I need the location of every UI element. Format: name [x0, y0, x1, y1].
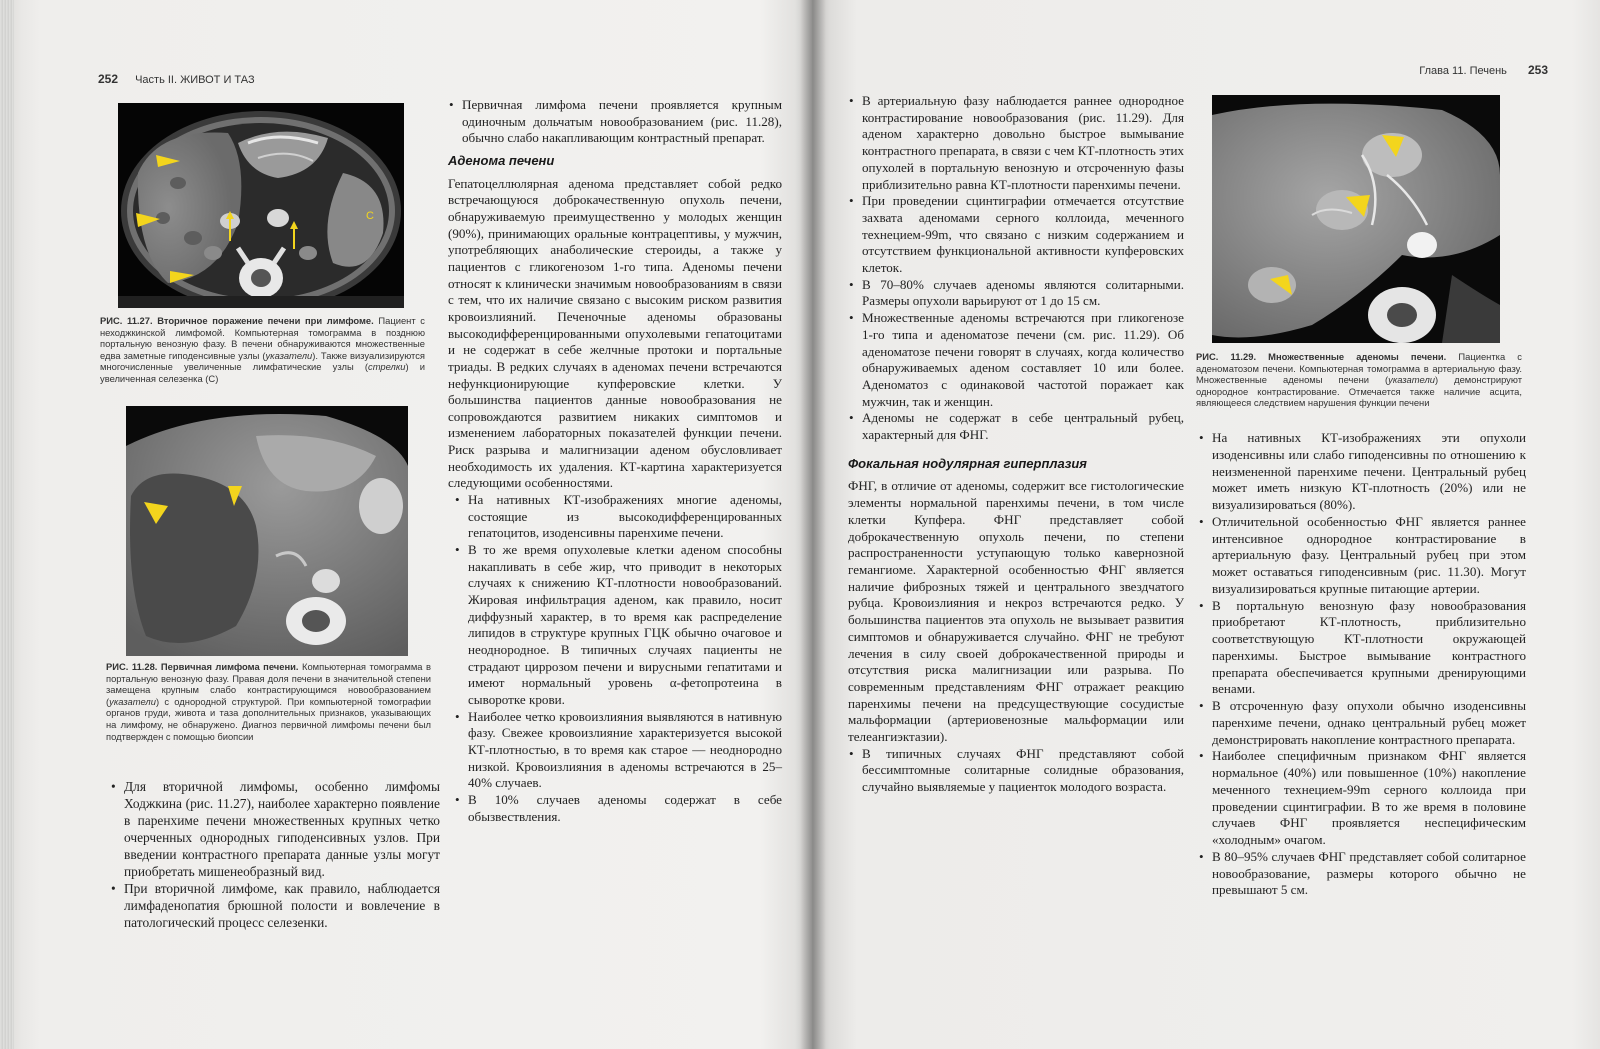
- caption-title: РИС. 11.29. Множественные аденомы печени.: [1196, 351, 1447, 362]
- text-column-4: [1198, 430, 1526, 899]
- page-number-right: 253: [1527, 63, 1548, 77]
- list-item: • В 10% случаев аденомы содержат в себе обызвествления.: [454, 792, 782, 825]
- text-column-2: [448, 97, 782, 825]
- list-item: • В отсроченную фазу опухоли обычно изоденсивны паренхиме печени, однако центральный рубец может демонстрировать накопление контрастного препарата.: [1198, 698, 1526, 748]
- ct-scan-lymphoma-secondary: [118, 103, 404, 308]
- right-page: [812, 0, 1600, 1049]
- list-item: • В 70–80% случаев аденомы являются солитарными. Размеры опухоли варьируют от 1 до 15 см.: [848, 277, 1184, 310]
- caption-fig-11-27: РИС. 11.27. Вторичное поражение печени при лимфоме. Пациент с неходжкинской лимфомой. Компьютерная томограмма в позднюю портальную венозную фазу. В печени обнаруживаются множественные едва заметные гиподенсивные узлы (указатели). Также визуализируются многочисленные увеличенные лимфатические узлы (стрелки) и увеличенная селезенка (С): [100, 315, 425, 384]
- list-item: • В то же время опухолевые клетки аденом способны накапливать в себе жир, что приводит в некоторых случаях к снижению КТ-плотности новообразований. Жировая инфильтрация аденом, как правило, носит диффузный характер, в то время как распределение липидов в структуре крупных ГЦК обычно очаговое и неоднородное. В типичных случаях пациенты не страдают циррозом печени и вирусными гепатитами и имеют нормальный уровень α-фетопротеина в сыворотке крови.: [454, 542, 782, 709]
- list-item: • Множественные аденомы встречаются при гликогенозе 1-го типа и аденоматозе печени (см. рис. 11.29). Об аденоматозе печени говорят в случаях, когда количество обнаруживаемых аденом составляет 10 или более. Аденоматоз с одинаковой частотой поражает как мужчин, так и женщин.: [848, 310, 1184, 410]
- list-item: • На нативных КТ-изображениях многие аденомы, состоящие из высокодифференцированных гепатоцитов, изоденсивны паренхиме печени.: [454, 492, 782, 542]
- bullet-list: [1198, 430, 1526, 899]
- section-heading-fnh: Фокальная нодулярная гиперплазия: [848, 455, 1087, 471]
- ct-scan-lymphoma-primary: [126, 406, 408, 656]
- ct-image-fig-11-27: [118, 103, 404, 308]
- ct-image-fig-11-29: [1212, 95, 1500, 343]
- list-item: • На нативных КТ-изображениях эти опухоли изоденсивны или слабо гиподенсивны по отношению к неизмененной паренхиме печени. Центральный рубец может иметь низкую КТ-плотность (20%) или не визуализироваться (80%).: [1198, 430, 1526, 514]
- bullet-list: [848, 746, 1184, 796]
- page-edges: [0, 0, 14, 1049]
- caption-title: РИС. 11.27. Вторичное поражение печени при лимфоме.: [100, 315, 374, 326]
- bullet-list: [848, 93, 1184, 444]
- bullet-list: [448, 492, 782, 825]
- list-item: • В портальную венозную фазу новообразования приобретают КТ-плотность, приблизительно соответствующую КТ-плотности окружающей паренхимы. Быстрое вымывание контрастного препарата обеспечивается крупными дренирующими венами.: [1198, 598, 1526, 699]
- page-number-left: 252: [98, 72, 119, 86]
- caption-fig-11-29: РИС. 11.29. Множественные аденомы печени. Пациентка с аденоматозом печени. Компьютерная томограмма в артериальную фазу. Множественные аденомы печени (указатели) демонстрируют однородное контрастирование. Отмечается также наличие асцита, являющееся следствием нарушения функции печени: [1196, 351, 1522, 409]
- section-heading-adenoma: Аденома печени: [448, 152, 555, 168]
- running-head-right: [1419, 63, 1548, 77]
- caption-title: РИС. 11.28. Первичная лимфома печени.: [106, 661, 299, 672]
- list-item: • При проведении сцинтиграфии отмечается отсутствие захвата аденомами серного коллоида, меченного технецием-99m, что связано с низким содержанием и отсутствием функциональной активности купферовских клеток.: [848, 193, 1184, 277]
- list-item: • Наиболее специфичным признаком ФНГ является нормальное (40%) или повышенное (10%) накопление меченного технецием-99m серного коллоида при проведении сцинтиграфии. В то же время в половине случаев ФНГ проявляется неспецифическим «холодным» очагом.: [1198, 748, 1526, 849]
- running-head-left: [98, 72, 255, 86]
- paragraph: ФНГ, в отличие от аденомы, содержит все гистологические элементы нормальной паренхимы печени, в том числе клетки Купфера. ФНГ представляет собой доброкачественную опухоль печени, по степени распространенности уступающую только кавернозной гемангиоме. Характерной особенностью ФНГ является наличие фиброзных тяжей и центрального звездчатого рубца. Кровоизлияния и некроз встречаются редко. У большинства пациентов эта опухоль не вызывает развития симптомов и обнаруживается случайно. ФНГ не требуют лечения в силу своей доброкачественной природы и отсутствия риска малигнизации или разрыва. По современным представлениям ФНГ отражает реакцию паренхимы печени на предсуществующие сосудистые мальформации (артериовенозные мальформации или телеангиэктазии).: [848, 478, 1184, 745]
- caption-fig-11-28: РИС. 11.28. Первичная лимфома печени. Компьютерная томограмма в портальную венозную фазу. Правая доля печени в значительной степени замещена крупным слабо контрастирующимся новообразованием (указатели) с однородной структурой. При компьютерной томографии органов груди, живота и таза дополнительных признаков, указывающих на лимфому, не обнаружено. Диагноз первичной лимфомы печени был подтвержден с помощью биопсии: [106, 661, 431, 742]
- bullet-list: [448, 97, 782, 147]
- spleen-label: C: [366, 210, 374, 222]
- list-item: • Отличительной особенностью ФНГ является раннее интенсивное однородное контрастирование в артериальную фазу. Центральный рубец при этом может оставаться гиподенсивным (рис. 11.30). Могут визуализироваться крупные питающие артерии.: [1198, 514, 1526, 598]
- list-item: • В типичных случаях ФНГ представляют собой бессимптомные солитарные солидные образования, случайно выявляемые у пациенток молодого возраста.: [848, 746, 1184, 796]
- list-item: • Наиболее четко кровоизлияния выявляются в нативную фазу. Свежее кровоизлияние характеризуется высокой КТ-плотностью, в то время как старое — неоднородно низкой. Кровоизлияния в аденомы встречаются в 25–40% случаев.: [454, 709, 782, 792]
- ct-image-fig-11-28: [126, 406, 408, 656]
- list-item: • Первичная лимфома печени проявляется крупным одиночным дольчатым новообразованием (рис. 11.28), обычно слабо накапливающим контрастный препарат.: [448, 97, 782, 147]
- list-item: • При вторичной лимфоме, как правило, наблюдается лимфаденопатия брюшной полости и вовлечение в патологический процесс селезенки.: [110, 880, 440, 931]
- list-item: • Для вторичной лимфомы, особенно лимфомы Ходжкина (рис. 11.27), наиболее характерно появление в паренхиме печени множественных крупных четко очерченных однородных гиподенсивных узлов. При введении контрастного препарата данные узлы могут приобретать мишенеобразный вид.: [110, 778, 440, 880]
- paragraph: Гепатоцеллюлярная аденома представляет собой редко встречающуюся доброкачественную опухоль печени, обнаруживаемую преимущественно у молодых женщин (90%), принимающих оральные контрацептивы, у мужчин, употребляющих анаболические стероиды, а также у пациентов с гликогенозом 1-го типа. Аденомы печени относят к клинически значимым новообразованиям в связи с тем, что их наличие связано с высоким риском развития кровоизлияний. Печеночные аденомы образованы высокодифференцированными опухолевыми гепатоцитами и не содержат в себе желчные протоки и портальные триады. В редких случаях в аденомах печени встречаются нефункционирующие купферовские клетки. У большинства пациентов данные новообразования не сопровождаются развитием никаких симптомов и изменением лабораторных показателей функции печени. Риск разрыва и малигнизации аденом обусловливает необходимость их удаления. КТ-картина характеризуется следующими особенностями.: [448, 175, 782, 491]
- ct-scan-multiple-adenomas: [1212, 95, 1500, 343]
- list-item: • В артериальную фазу наблюдается раннее однородное контрастирование новообразования (рис. 11.29). Для аденом характерно довольно быстрое вымывание контрастного препарата, в связи с чем КТ-плотность этих опухолей в портальную венозную и отсроченную фазы приблизительно равна КТ-плотности паренхимы печени.: [848, 93, 1184, 193]
- list-item: • Аденомы не содержат в себе центральный рубец, характерный для ФНГ.: [848, 410, 1184, 443]
- book-spine: [800, 0, 826, 1049]
- running-head-right-text: Глава 11. Печень: [1419, 65, 1507, 77]
- text-column-1: [110, 778, 440, 931]
- list-item: • В 80–95% случаев ФНГ представляет собой солитарное новообразование, размеры которого обычно не превышают 5 см.: [1198, 849, 1526, 899]
- text-column-3: [848, 93, 1184, 796]
- running-head-left-text: Часть II. ЖИВОТ И ТАЗ: [135, 74, 255, 86]
- bullet-list: [110, 778, 440, 931]
